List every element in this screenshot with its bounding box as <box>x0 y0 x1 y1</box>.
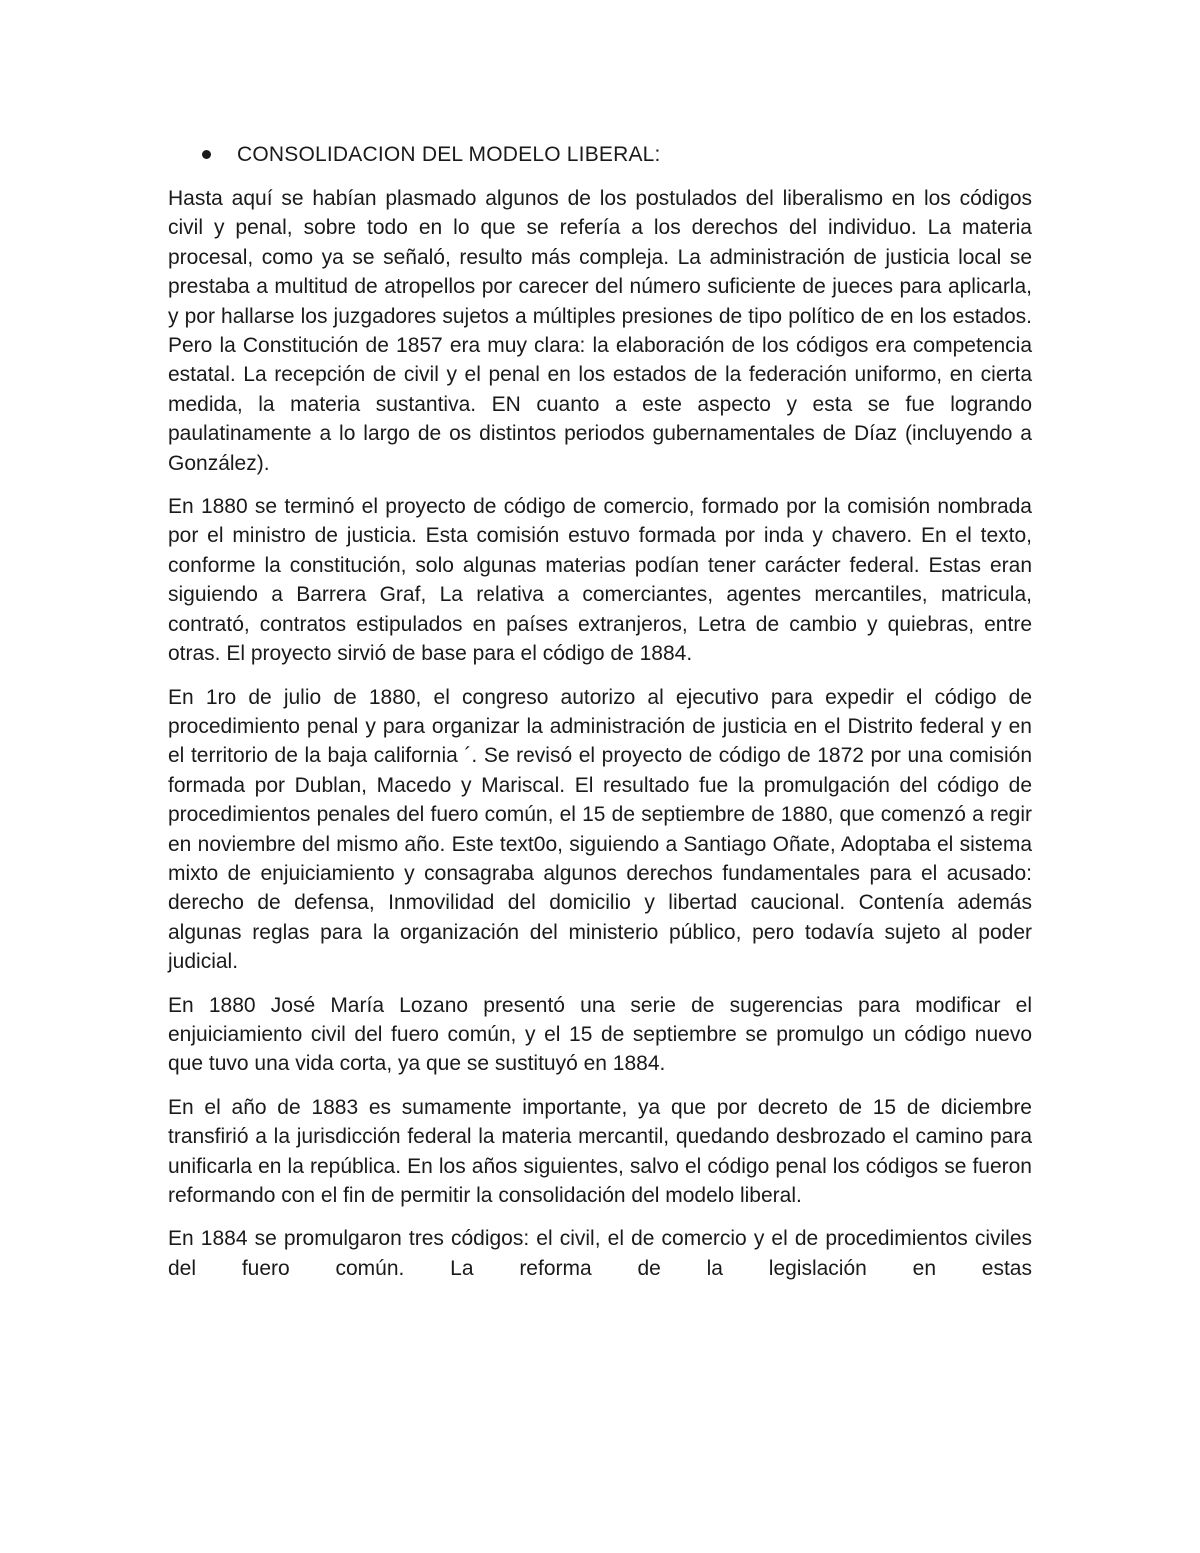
paragraph: En 1884 se promulgaron tres códigos: el civil, el de comercio y el de procedimientos civiles del fuero común. La reforma de la legislación en estas <box>168 1227 1032 1280</box>
bullet-icon <box>202 150 211 159</box>
paragraph: En 1880 se terminó el proyecto de código de comercio, formado por la comisión nombrada por el ministro de justicia. Esta comisión estuvo formada por inda y chavero. En el texto, conforme la constitución, solo algunas materias podían tener carácter federal. Estas eran siguiendo a Barrera Graf, La relativa a comerciantes, agentes mercantiles, matricula, contrató, contratos estipulados en países extranjeros, Letra de cambio y quiebras, entre otras. El proyecto sirvió de base para el código de 1884. <box>168 495 1032 666</box>
paragraph: Hasta aquí se habían plasmado algunos de los postulados del liberalismo en los códigos civil y penal, sobre todo en lo que se refería a los derechos del individuo. La materia procesal, como ya se señaló, resulto más compleja. La administración de justicia local se prestaba a multitud de atropellos por carecer del número suficiente de jueces para aplicarla, y por hallarse los juzgadores sujetos a múltiples presiones de tipo político de en los estados. Pero la Constitución de 1857 era muy clara: la elaboración de los códigos era competencia estatal. La recepción de civil y el penal en los estados de la federación uniformo, en cierta medida, la materia sustantiva. EN cuanto a este aspecto y esta se fue logrando paulatinamente a lo largo de os distintos periodos gubernamentales de Díaz (incluyendo a González). <box>168 187 1032 475</box>
paragraph: En 1ro de julio de 1880, el congreso autorizo al ejecutivo para expedir el código de procedimiento penal y para organizar la administración de justicia en el Distrito federal y en el territorio de la baja california ´. Se revisó el proyecto de código de 1872 por una comisión formada por Dublan, Macedo y Mariscal. El resultado fue la promulgación del código de procedimientos penales del fuero común, el 15 de septiembre de 1880, que comenzó a regir en noviembre del mismo año. Este text0o, siguiendo a Santiago Oñate, Adoptaba el sistema mixto de enjuiciamiento y consagraba algunos derechos fundamentales para el acusado: derecho de defensa, Inmovilidad del domicilio y libertad caucional. Contenía además algunas reglas para la organización del ministerio público, pero todavía sujeto al poder judicial. <box>168 685 1032 974</box>
section-heading: CONSOLIDACION DEL MODELO LIBERAL: <box>237 143 661 166</box>
document-body <box>168 140 1032 1297</box>
bullet-list-item <box>168 140 1032 170</box>
paragraph: En el año de 1883 es sumamente importante, ya que por decreto de 15 de diciembre transfirió a la jurisdicción federal la materia mercantil, quedando desbrozado el camino para unificarla en la república. En los años siguientes, salvo el código penal los códigos se fueron reformando con el fin de permitir la consolidación del modelo liberal. <box>168 1095 1032 1207</box>
paragraph: En 1880 José María Lozano presentó una serie de sugerencias para modificar el enjuiciamiento civil del fuero común, y el 15 de septiembre se promulgo un código nuevo que tuvo una vida corta, ya que se sustituyó en 1884. <box>168 993 1032 1076</box>
